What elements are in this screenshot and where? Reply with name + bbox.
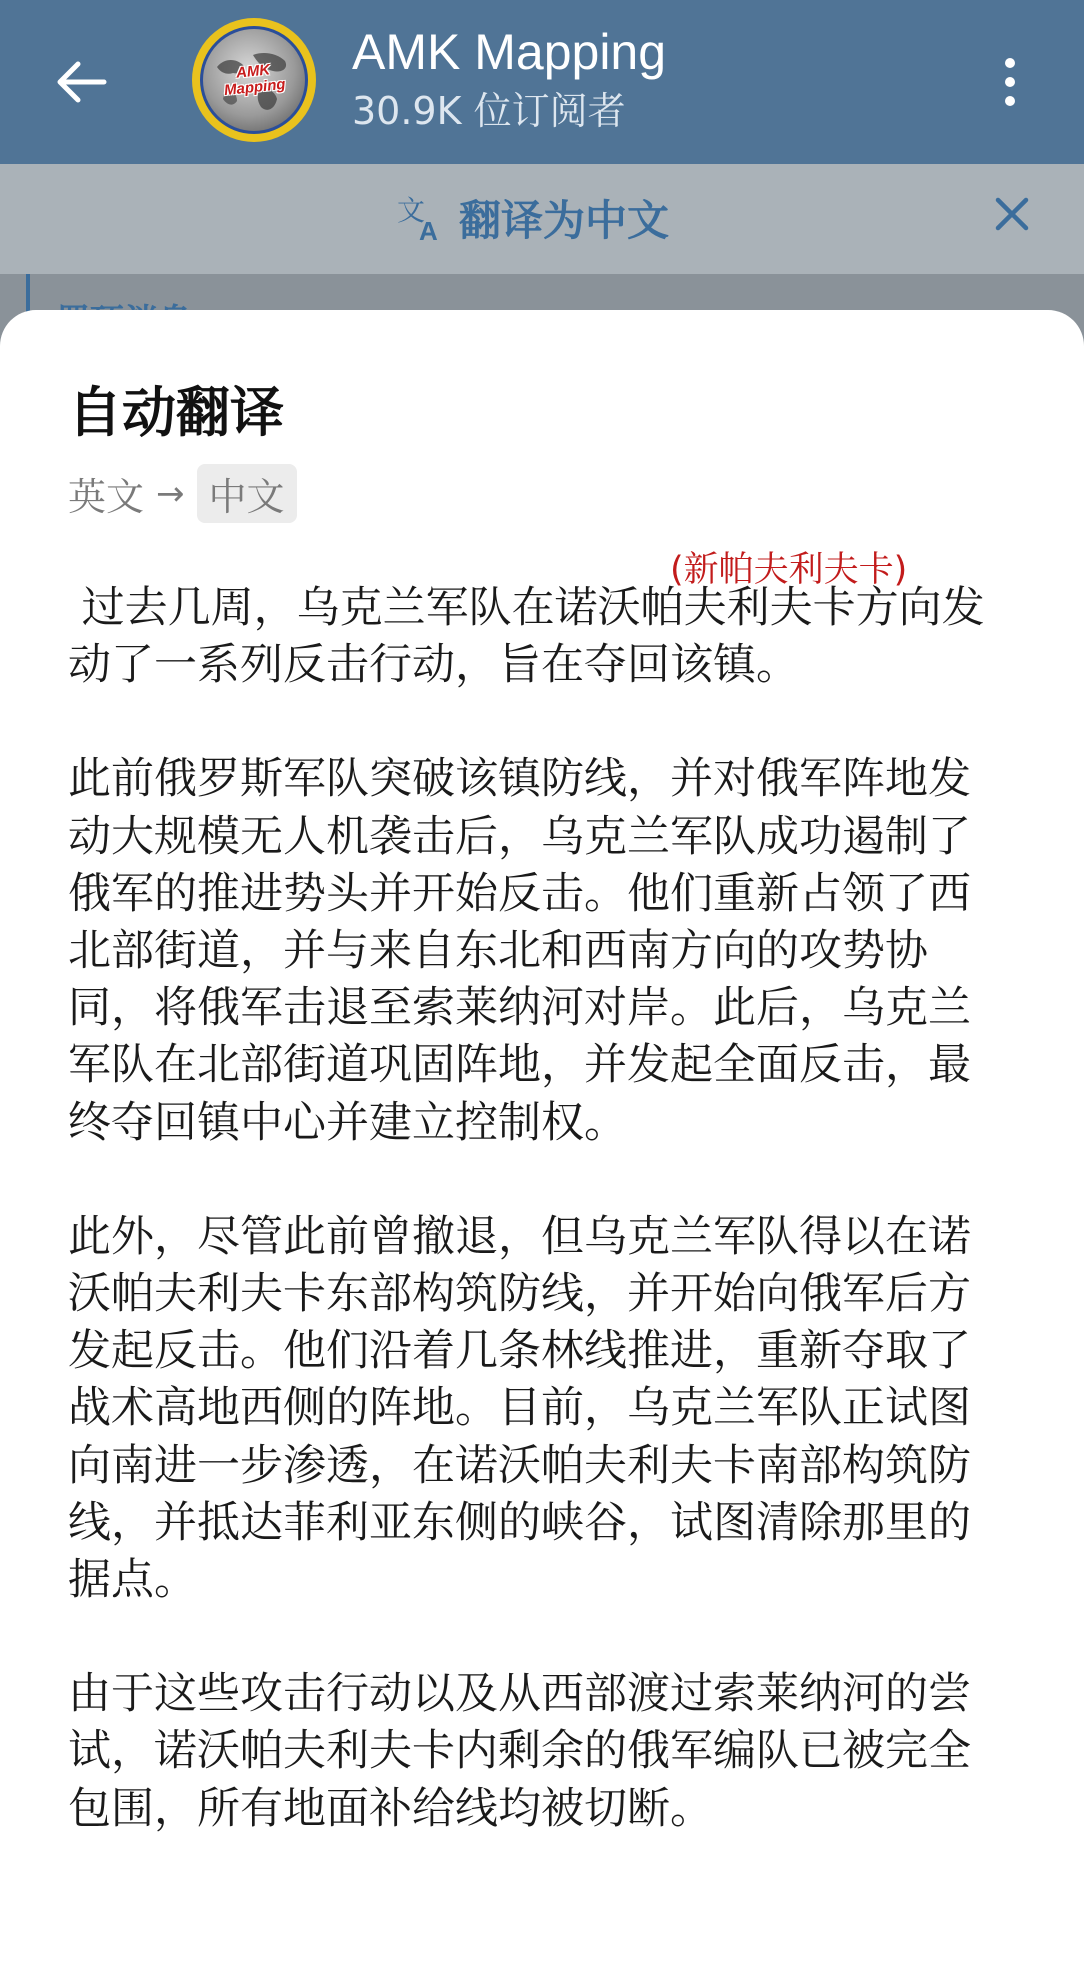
paragraph: 此前俄罗斯军队突破该镇防线，并对俄军阵地发动大规模无人机袭击后，乌克兰军队成功遏制了俄军的推进势头并开始反击。他们重新占领了西北部街道，并与来自东北和西南方向的攻势协同，将俄军击退至索莱纳河对岸。此后，乌克兰军队在北部街道巩固阵地，并发起全面反击，最终夺回镇中心并建立控制权。: [68, 754, 971, 1148]
red-annotation: (新帕夫利夫卡): [670, 550, 908, 590]
pinned-message-strip[interactable]: [0, 274, 1084, 314]
avatar-logo-text: AMK Mapping: [223, 61, 287, 100]
source-language[interactable]: 英文: [68, 475, 145, 519]
more-vertical-icon: [1005, 58, 1015, 68]
svg-text:A: A: [419, 216, 438, 242]
avatar-globe-image: [200, 26, 308, 134]
target-language[interactable]: 中文: [197, 464, 297, 523]
paragraph: 过去几周，乌克兰军队在诺沃帕夫利夫卡方向发动了一系列反击行动，旨在夺回该镇。: [68, 583, 985, 691]
svg-text:文: 文: [397, 194, 426, 227]
more-vertical-icon: [1005, 96, 1015, 106]
translated-text: [68, 580, 1008, 1895]
close-icon: [990, 192, 1034, 236]
channel-header: [0, 0, 1084, 164]
pinned-indicator: [26, 274, 30, 314]
back-button[interactable]: [50, 50, 114, 114]
more-options-button[interactable]: [990, 50, 1030, 114]
paragraph: 由于这些攻击行动以及从西部渡过索莱纳河的尝试，诺沃帕夫利夫卡内剩余的俄军编队已被完全包围，所有地面补给线均被切断。: [68, 1669, 971, 1834]
back-arrow-icon: [56, 60, 108, 104]
channel-title[interactable]: AMK Mapping: [352, 24, 667, 80]
channel-avatar[interactable]: [192, 18, 316, 142]
translate-banner-content[interactable]: [395, 188, 669, 248]
paragraph: 此外，尽管此前曾撤退，但乌克兰军队得以在诺沃帕夫利夫卡东部构筑防线，并开始向俄军后方发起反击。他们沿着几条林线推进，重新夺取了战术高地西侧的阵地。目前，乌克兰军队正试图向南进一步渗透，在诺沃帕夫利夫卡南部构筑防线，并抵达菲利亚东侧的峡谷，试图清除那里的据点。: [68, 1211, 971, 1606]
subscriber-count: 30.9K 位订阅者: [352, 89, 626, 133]
translate-icon: [395, 194, 445, 242]
more-vertical-icon: [1005, 77, 1015, 87]
translation-sheet: [0, 310, 1084, 1988]
translate-banner[interactable]: [0, 164, 1084, 274]
language-selector: [68, 464, 297, 523]
arrow-right-icon: →: [156, 473, 185, 514]
sheet-title: 自动翻译: [68, 381, 284, 444]
translate-label: 翻译为中文: [459, 196, 670, 245]
close-translate-button[interactable]: [990, 192, 1034, 236]
